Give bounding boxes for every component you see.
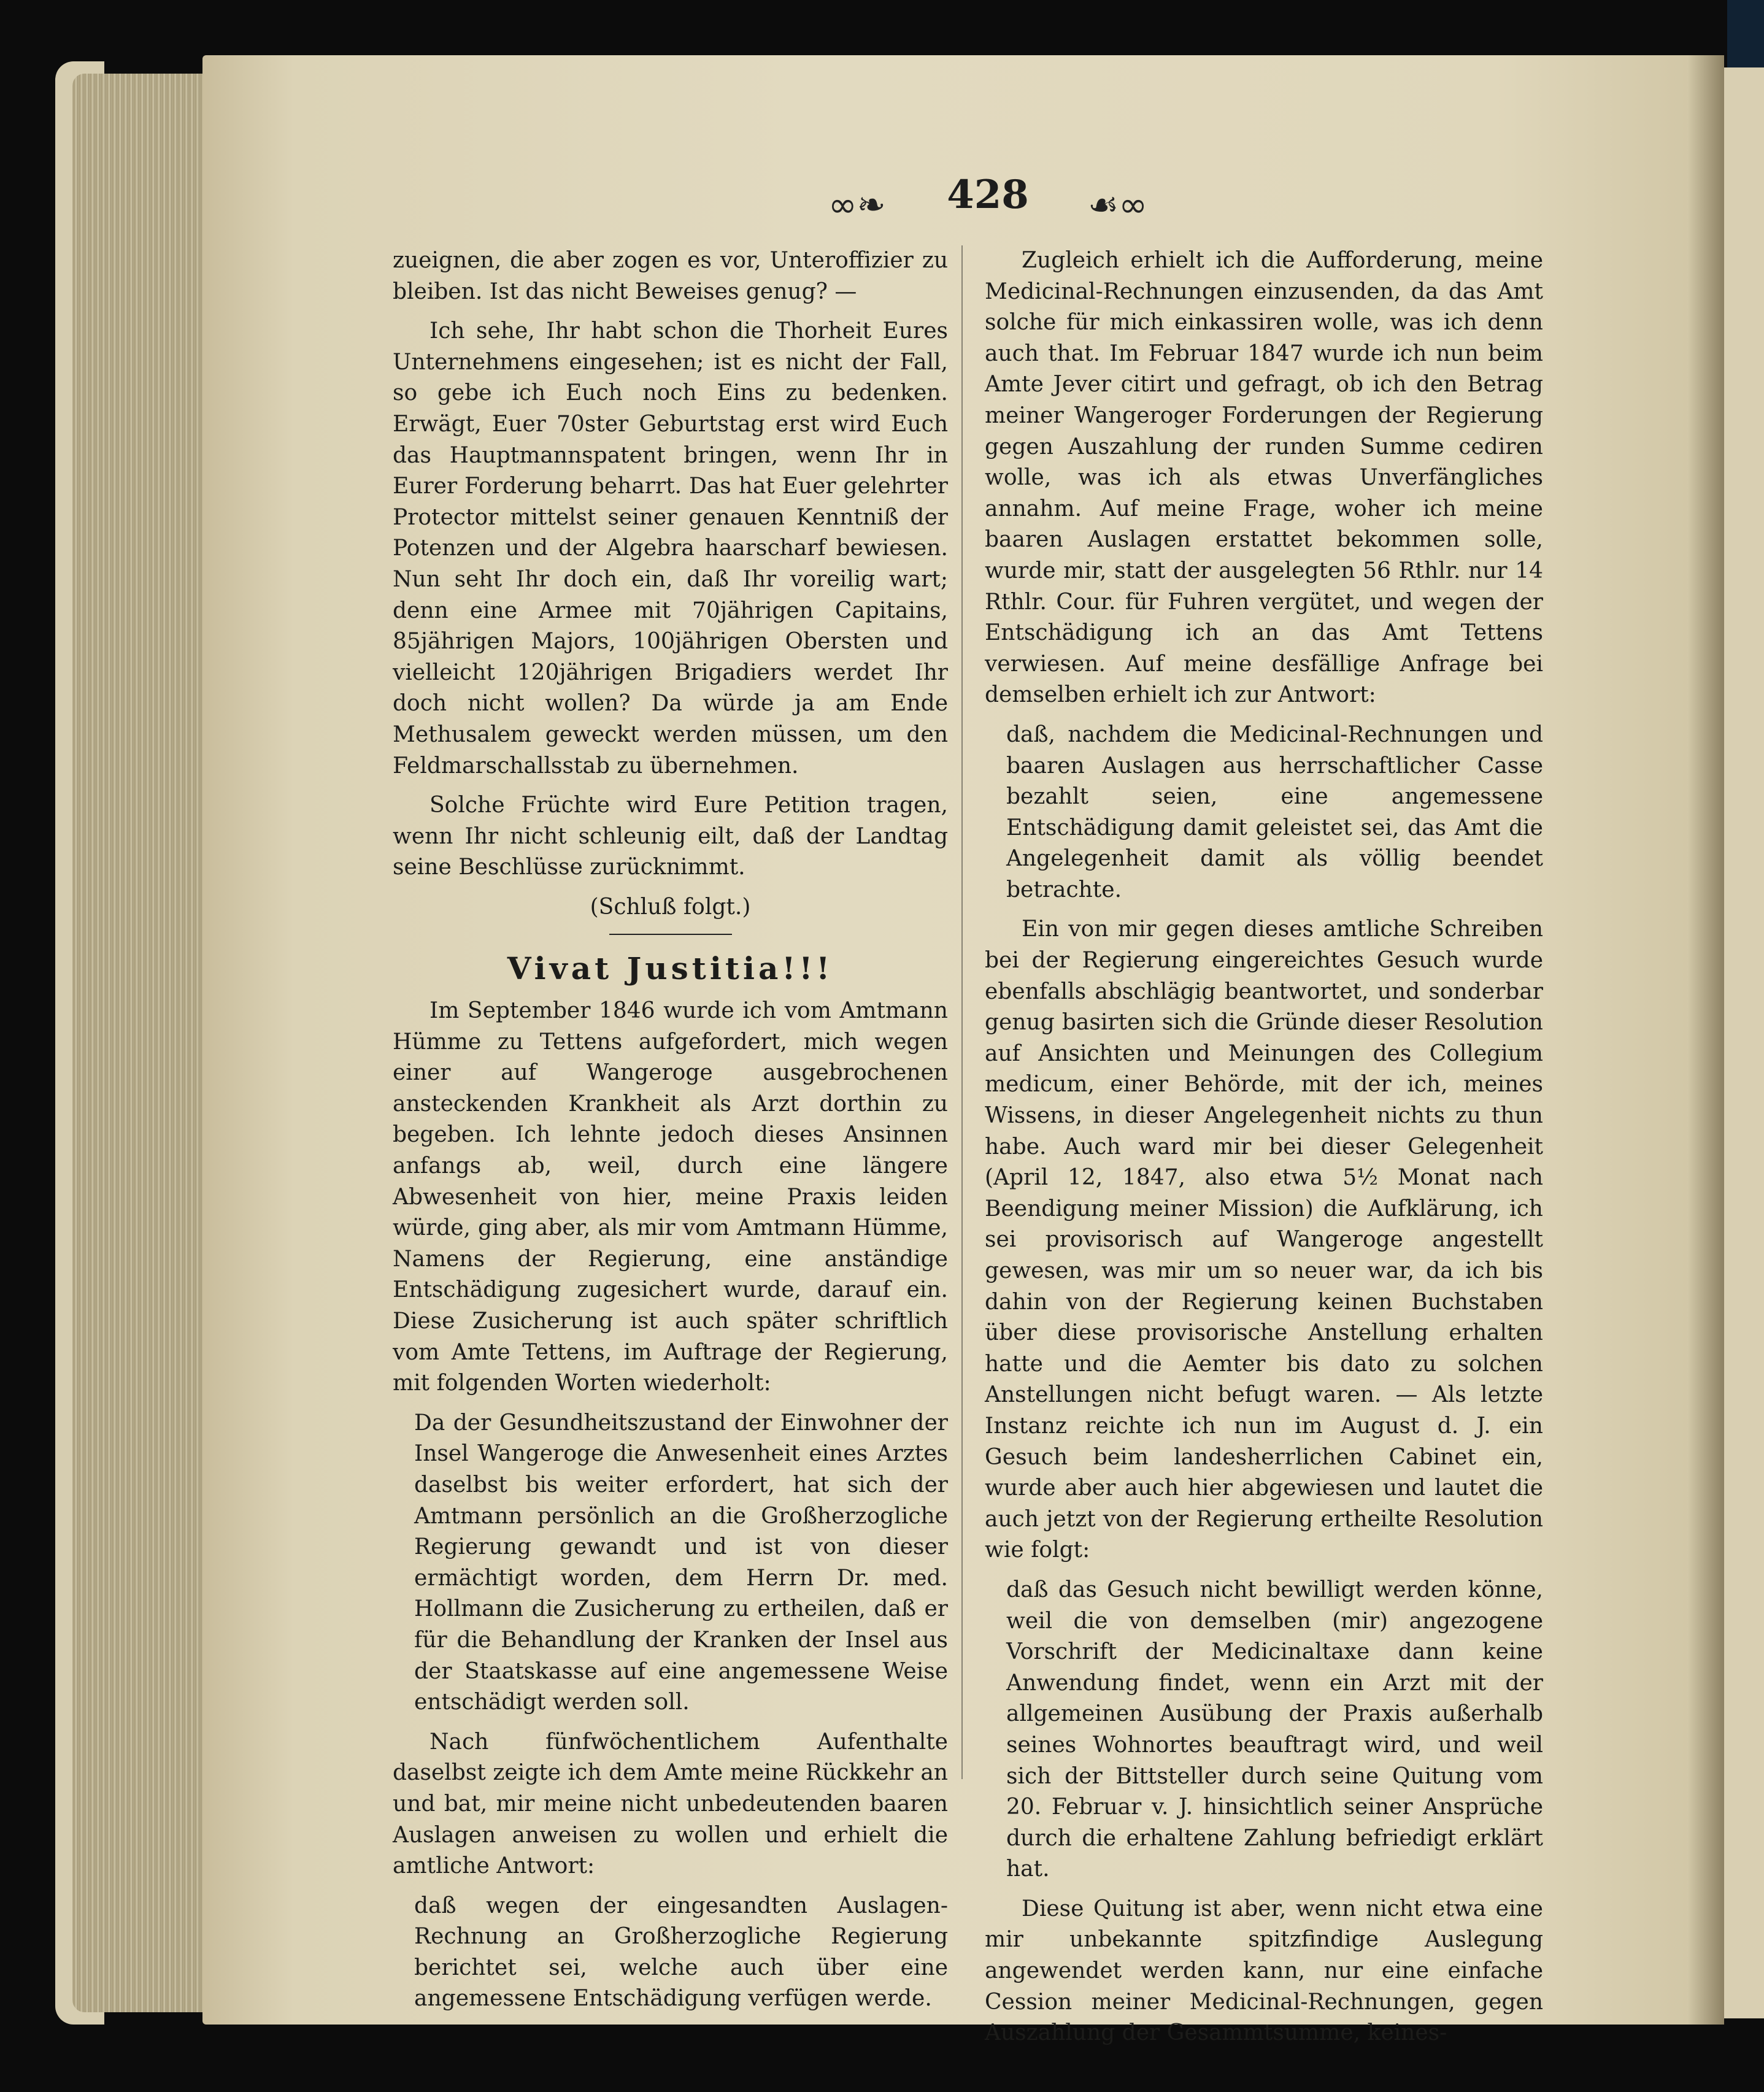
page-gutter bbox=[1687, 55, 1724, 2025]
paragraph: Ich sehe, Ihr habt schon die Thorheit Eures Unternehmens eingesehen; ist es nicht der Fall, so gebe ich Euch noch Eins zu bedenken. Erwägt, Euer 70ster Geburtstag erst wird Euch das Hauptmannspatent bringen, wenn Ihr in Eurer Forderung beharrt. Das hat Euer gelehrter Protector mittelst seiner genauen Kenntniß der Potenzen und der Algebra haarscharf bewiesen. Nun seht Ihr doch ein, daß Ihr voreilig wart; denn eine Armee mit 70jährigen Capitains, 85jährigen Majors, 100jährigen Obersten und vielleicht 120jährigen Brigadiers werdet Ihr doch nicht wollen? Da würde ja am Ende Methusalem geweckt werden müssen, um den Feldmarschallsstab zu übernehmen. bbox=[393, 318, 948, 779]
page-header bbox=[816, 172, 1160, 227]
quotation: daß wegen der eingesandten Auslagen-Rechnung an Großherzogliche Regierung berichtet sei, welche auch über eine angemessene Entschädigung verfügen werde. bbox=[414, 1893, 948, 2012]
page-number: 428 bbox=[947, 172, 1029, 218]
column-divider bbox=[961, 245, 963, 1779]
paragraph: Ein von mir gegen dieses amtliche Schreiben bei der Regierung eingereichtes Gesuch wurde ebenfalls abschlägig beantwortet, und sonderbar genug basirten sich die Gründe dieser Resolution auf Ansichten und Meinungen des Collegium medicum, einer Behörde, mit der ich, meines Wissens, in dieser Angelegenheit nichts zu thun habe. Auch ward mir bei dieser Gelegenheit (April 12, 1847, also etwa 5½ Monat nach Beendigung meiner Mission) die Aufklärung, ich sei provisorisch auf Wangeroge angestellt gewesen, was mir um so neuer war, da ich bis dahin von der Regierung keinen Buchstaben über diese provisorische Anstellung erhalten hatte und die Aemter bis dato zu solchen Anstellungen nicht befugt waren. — Als letzte Instanz reichte ich nun im August d. J. ein Gesuch beim landesherrlichen Cabinet ein, wurde aber auch hier abgewiesen und lautet die auch jetzt von der Regierung ertheilte Resolution wie folgt: bbox=[985, 917, 1543, 1563]
right-column bbox=[985, 245, 1543, 2058]
quotation: daß, nachdem die Medicinal-Rechnungen und baaren Auslagen aus herrschaftlicher Casse bezahlt seien, eine angemessene Entschädigung damit geleistet sei, das Amt die Angelegenheit damit als völlig beendet betrachte. bbox=[1006, 721, 1543, 902]
left-ornament-icon: ∞❧ bbox=[828, 185, 886, 225]
left-column bbox=[393, 245, 948, 2023]
continuation-note: (Schluß folgt.) bbox=[590, 894, 751, 920]
paragraph: Zugleich erhielt ich die Aufforderung, meine Medicinal-Rechnungen einzusenden, da das Amt solche für mich einkassiren wolle, was ich denn auch that. Im Februar 1847 wurde ich nun beim Amte Jever citirt und gefragt, ob ich den Betrag meiner Wangeroger Forderungen der Regierung gegen Auszahlung der runden Summe cediren wolle, was ich als etwas Unverfängliches annahm. Auf meine Frage, woher ich meine baaren Auslagen erstattet bekommen solle, wurde mir, statt der ausgelegten 56 Rthlr. nur 14 Rthlr. Cour. für Fuhren vergütet, und wegen der Entschädigung ich an das Amt Tettens verwiesen. Auf meine desfällige Anfrage bei demselben erhielt ich zur Antwort: bbox=[985, 248, 1543, 708]
section-rule bbox=[609, 934, 732, 935]
quotation: Da der Gesundheitszustand der Einwohner der Insel Wangeroge die Anwesenheit eines Arztes daselbst bis weiter erfordert, hat sich der Amtmann persönlich an die Großherzogliche Regierung gewandt und ist von dieser ermächtigt worden, dem Herrn Dr. med. Hollmann die Zusicherung zu ertheilen, daß er für die Behandlung der Kranken der Insel aus der Staatskasse auf eine angemessene Weise entschädigt werden soll. bbox=[414, 1410, 948, 1715]
quotation: daß das Gesuch nicht bewilligt werden könne, weil die von demselben (mir) angezogene Vorschrift der Medicinaltaxe dann keine Anwendung findet, wenn ein Arzt mit der allgemeinen Ausübung der Praxis außerhalb seines Wohnortes beauftragt wird, und weil sich der Bittsteller durch seine Quitung vom 20. Februar v. J. hinsichtlich seiner Ansprüche durch die erhaltene Zahlung befriedigt erklärt hat. bbox=[1006, 1577, 1543, 1882]
facing-page-edge bbox=[1718, 67, 1764, 2018]
paragraph: Diese Quitung ist aber, wenn nicht etwa eine mir unbekannte spitzfindige Auslegung angewendet werden kann, nur eine einfache Cession meiner Medicinal-Rechnungen, gegen Auszahlung der Gesammtsumme, keines- bbox=[985, 1896, 1543, 2046]
article-heading: Vivat Justitia!!! bbox=[507, 950, 834, 987]
paragraph: Solche Früchte wird Eure Petition tragen, wenn Ihr nicht schleunig eilt, daß der Landtag seine Beschlüsse zurücknimmt. bbox=[393, 793, 948, 880]
right-ornament-icon: ☙∞ bbox=[1088, 185, 1147, 225]
paragraph: Im September 1846 wurde ich vom Amtmann Hümme zu Tettens aufgefordert, mich wegen einer auf Wangeroge ausgebrochenen ansteckenden Krankheit als Arzt dorthin zu begeben. Ich lehnte jedoch dieses Ansinnen anfangs ab, weil, durch eine längere Abwesenheit von hier, meine Praxis leiden würde, ging aber, als mir vom Amtmann Hümme, Namens der Regierung, eine anständige Entschädigung zugesichert wurde, darauf ein. Diese Zusicherung ist auch später schriftlich vom Amte Tettens, im Auftrage der Regierung, mit folgenden Worten wiederholt: bbox=[393, 998, 948, 1396]
paragraph: zueignen, die aber zogen es vor, Unteroffizier zu bleiben. Ist das nicht Beweises genug? — bbox=[393, 248, 948, 304]
paragraph: Nach fünfwöchentlichem Aufenthalte daselbst zeigte ich dem Amte meine Rückkehr an und bat, mir meine nicht unbedeutenden baaren Auslagen anweisen zu wollen und erhielt die amtliche Antwort: bbox=[393, 1729, 948, 1879]
scan-target-bar bbox=[1727, 0, 1764, 67]
